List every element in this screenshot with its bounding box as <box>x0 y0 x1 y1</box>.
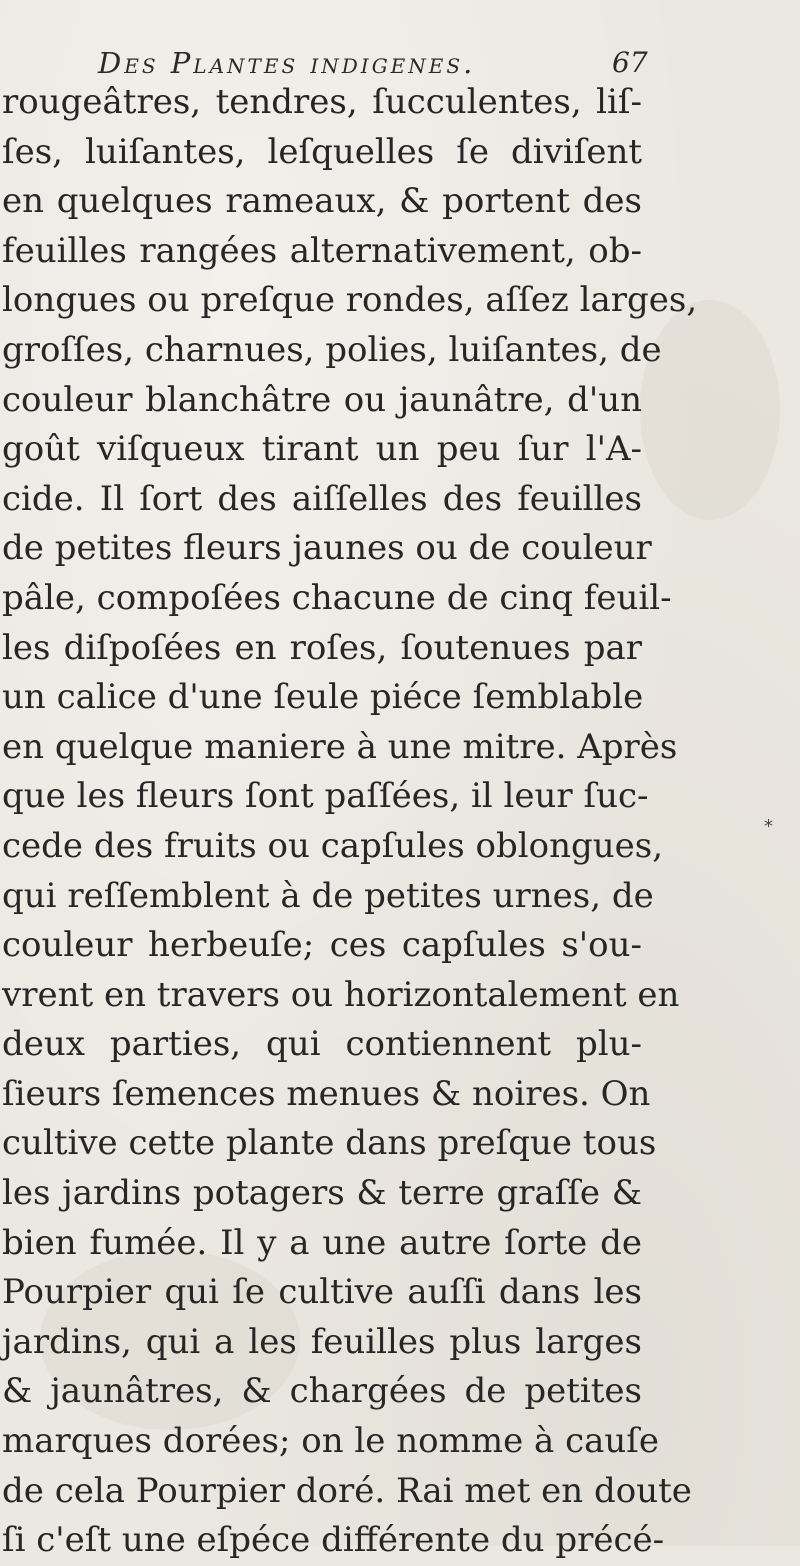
text-line: deux parties, qui contiennent plu- <box>2 1024 642 1065</box>
text-line: longues ou preſque rondes, aſſez larges, <box>2 280 698 321</box>
running-title: Des Plantes indigenes. <box>98 46 476 80</box>
text-line: goût viſqueux tirant un peu ſur l'A- <box>2 429 642 470</box>
text-line: pâle, compoſées chacune de cinq feuil- <box>2 577 672 618</box>
text-line: vrent en travers ou horizontalement en <box>2 974 680 1015</box>
text-line: de petites fleurs jaunes ou de couleur <box>2 528 652 569</box>
text-line: cultive cette plante dans preſque tous <box>2 1123 657 1164</box>
text-line: un calice d'une ſeule piéce ſemblable <box>2 677 644 718</box>
body-text <box>2 78 698 1566</box>
text-line: Pourpier qui ſe cultive auſſi dans les <box>2 1272 642 1313</box>
text-line: en quelque maniere à une mitre. Après <box>2 726 678 767</box>
text-line: couleur herbeuſe; ces capſules s'ou- <box>2 925 642 966</box>
text-line: cide. Il ſort des aiſſelles des feuilles <box>2 478 642 519</box>
text-line: ſieurs ſemences menues & noires. On <box>2 1073 651 1114</box>
page-number: 67 <box>612 46 648 79</box>
text-line: feuilles rangées alternativement, ob- <box>2 230 642 271</box>
text-line: les diſpoſées en roſes, ſoutenues par <box>2 627 642 668</box>
text-line: que les fleurs ſont paſſées, il leur ſuc- <box>2 776 649 817</box>
text-line: ſi c'eſt une eſpéce différente du précé- <box>2 1520 665 1561</box>
text-line: les jardins potagers & terre graſſe & <box>2 1173 642 1214</box>
text-line: ſes, luiſantes, leſquelles ſe diviſent <box>2 131 642 172</box>
text-line: jardins, qui a les feuilles plus larges <box>2 1321 642 1362</box>
text-line: qui reſſemblent à de petites urnes, de <box>2 875 654 916</box>
text-line: de cela Pourpier doré. Rai met en doute <box>2 1470 692 1511</box>
text-line: bien fumée. Il y a une autre ſorte de <box>2 1222 642 1263</box>
text-line: & jaunâtres, & chargées de petites <box>2 1371 642 1412</box>
text-line: rougeâtres, tendres, ſucculentes, liſ- <box>2 82 642 122</box>
text-line: en quelques rameaux, & portent des <box>2 181 642 222</box>
text-line: cede des fruits ou capſules oblongues, <box>2 825 664 866</box>
text-line: groſſes, charnues, polies, luiſantes, de <box>2 329 662 370</box>
margin-mark: * <box>764 816 773 837</box>
text-line: marques dorées; on le nomme à cauſe <box>2 1421 659 1462</box>
text-line: couleur blanchâtre ou jaunâtre, d'un <box>2 379 642 420</box>
